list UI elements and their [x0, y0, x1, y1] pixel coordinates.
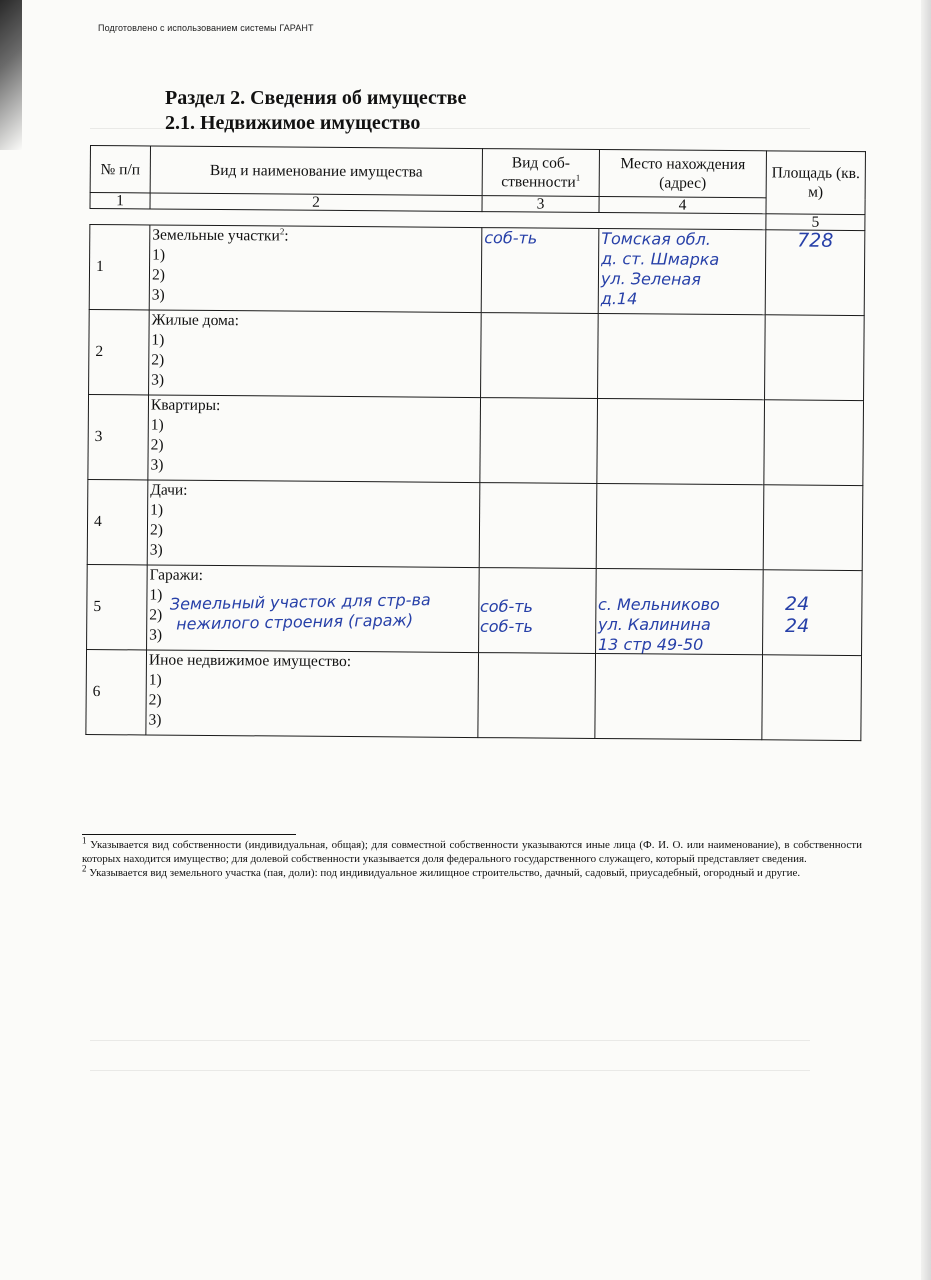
ownership-cell: [478, 653, 596, 739]
footnote-marker: 2: [82, 863, 87, 874]
item-marker: 1): [150, 501, 164, 519]
col-number: 5: [766, 214, 865, 231]
header-ownership-footnote-ref: 1: [575, 172, 581, 183]
footnote: [82, 863, 862, 880]
header-num: № п/п: [90, 146, 150, 193]
table-row: [89, 309, 865, 400]
garage-handwritten-description: [170, 589, 471, 634]
header-ownership-text: Вид соб- ственности: [501, 154, 576, 191]
item-marker: 2): [149, 606, 163, 624]
col-number: 1: [90, 193, 150, 209]
footnote-divider: [82, 834, 296, 835]
category-title: Дачи:: [150, 481, 188, 499]
item-marker: 3): [151, 371, 165, 389]
section-title: Раздел 2. Сведения об имуществе: [165, 87, 467, 109]
row-number: 4: [87, 479, 148, 564]
item-marker: 3): [150, 456, 164, 474]
address-cell: [596, 483, 764, 569]
area-cell: [762, 655, 862, 741]
item-marker: 3): [151, 286, 165, 304]
address-cell: [595, 653, 763, 739]
table-row: [86, 649, 862, 740]
garage-ownership: [480, 597, 533, 637]
address-line: ул. Калинина: [598, 615, 711, 634]
header-note: Подготовлено с использованием системы ГАРАНТ: [98, 23, 314, 33]
area-cell: [763, 570, 863, 656]
row-category: [146, 650, 479, 738]
category-title: [152, 225, 479, 248]
item-marker: 3): [149, 626, 163, 644]
category-footnote-ref: 2: [279, 226, 285, 237]
item-marker: 2): [148, 691, 162, 709]
row-category: [149, 225, 482, 313]
ownership-cell: [481, 313, 599, 399]
col-number: 3: [482, 196, 599, 213]
footnote-text: Указывается вид собственности (индивидуальная, общая); для совместной собственности указываются иные лица (Ф. И. О. или наименование), в собственности которых находится имущество; для долевой собственности указывается доля федерального государственного служащего, который представляет сведения.: [82, 839, 863, 865]
page-edge-shadow: [921, 0, 931, 1280]
address-line: д.14: [600, 289, 638, 309]
category-title-colon: :: [284, 227, 289, 245]
page-corner-shadow: [0, 0, 22, 150]
bleed-through-line: [90, 1070, 810, 1071]
handwritten-line: Земельный участок для стр-ва: [169, 590, 431, 614]
header-area: Площадь (кв. м): [766, 151, 865, 215]
ownership-line: соб-ть: [480, 617, 533, 636]
area-value: 728: [765, 230, 865, 316]
ownership-line: соб-ть: [480, 597, 533, 616]
item-marker: 2): [150, 436, 164, 454]
row-number: 3: [88, 394, 149, 479]
item-marker: 3): [149, 541, 163, 559]
table-row: [87, 479, 863, 570]
area-cell: [763, 485, 863, 571]
footnote-marker: 1: [82, 835, 87, 846]
address-value: [598, 228, 766, 314]
area-line: 24: [785, 593, 810, 615]
ownership-cell: [479, 483, 597, 569]
category-title: Иное недвижимое имущество:: [148, 651, 352, 671]
ownership-cell: [480, 398, 598, 484]
address-line: 13 стр 49-50: [598, 635, 704, 654]
item-marker: 1): [150, 416, 164, 434]
address-line: ул. Зеленая: [600, 269, 701, 289]
area-line: 24: [785, 615, 810, 637]
header-address: Место нахождения (адрес): [599, 150, 766, 198]
footnotes: [82, 834, 862, 880]
col-number: 4: [599, 197, 766, 214]
bleed-through-line: [90, 1040, 810, 1041]
garage-address: [598, 595, 720, 655]
item-marker: 2): [149, 521, 163, 539]
item-marker: 2): [151, 266, 165, 284]
address-line: д. ст. Шмарка: [601, 249, 720, 269]
item-marker: 1): [149, 586, 163, 604]
address-cell: [598, 313, 766, 399]
address-cell: [597, 398, 765, 484]
footnote-text: Указывается вид земельного участка (пая, доли): под индивидуальное жилищное строительство, дачный, садовый, приусадебный, огородный и другие.: [89, 867, 801, 879]
row-category: [148, 395, 481, 483]
address-line: с. Мельниково: [598, 595, 720, 614]
row-number: 1: [89, 225, 150, 310]
category-title: Жилые дома:: [151, 311, 240, 330]
row-number: 5: [87, 564, 148, 649]
garage-area: [785, 593, 809, 637]
category-title: Квартиры:: [150, 396, 221, 415]
area-cell: [764, 400, 864, 486]
area-cell: [765, 315, 865, 401]
subsection-title: 2.1. Недвижимое имущество: [165, 112, 421, 134]
header-type: Вид и наименование имущества: [150, 146, 482, 196]
row-category: [149, 310, 482, 398]
col-number: 2: [150, 193, 482, 212]
handwritten-line: нежилого строения (гараж): [176, 610, 414, 634]
header-ownership: [482, 149, 599, 197]
table-row: [89, 225, 865, 316]
table-header-row: [90, 146, 865, 199]
table-row: [88, 394, 864, 485]
item-marker: 3): [148, 711, 162, 729]
ownership-value: соб-ть: [481, 228, 599, 314]
real-estate-table: [85, 145, 866, 741]
address-line: Томская обл.: [601, 229, 711, 249]
footnote: [82, 835, 863, 866]
row-number: 2: [89, 309, 150, 394]
item-marker: 1): [152, 246, 166, 264]
category-title: Гаражи:: [149, 566, 204, 584]
item-marker: 1): [148, 671, 162, 689]
row-number: 6: [86, 649, 147, 734]
item-marker: 1): [151, 331, 165, 349]
row-category: [147, 480, 480, 568]
category-title-text: Земельные участки: [152, 226, 280, 245]
item-marker: 2): [151, 351, 165, 369]
